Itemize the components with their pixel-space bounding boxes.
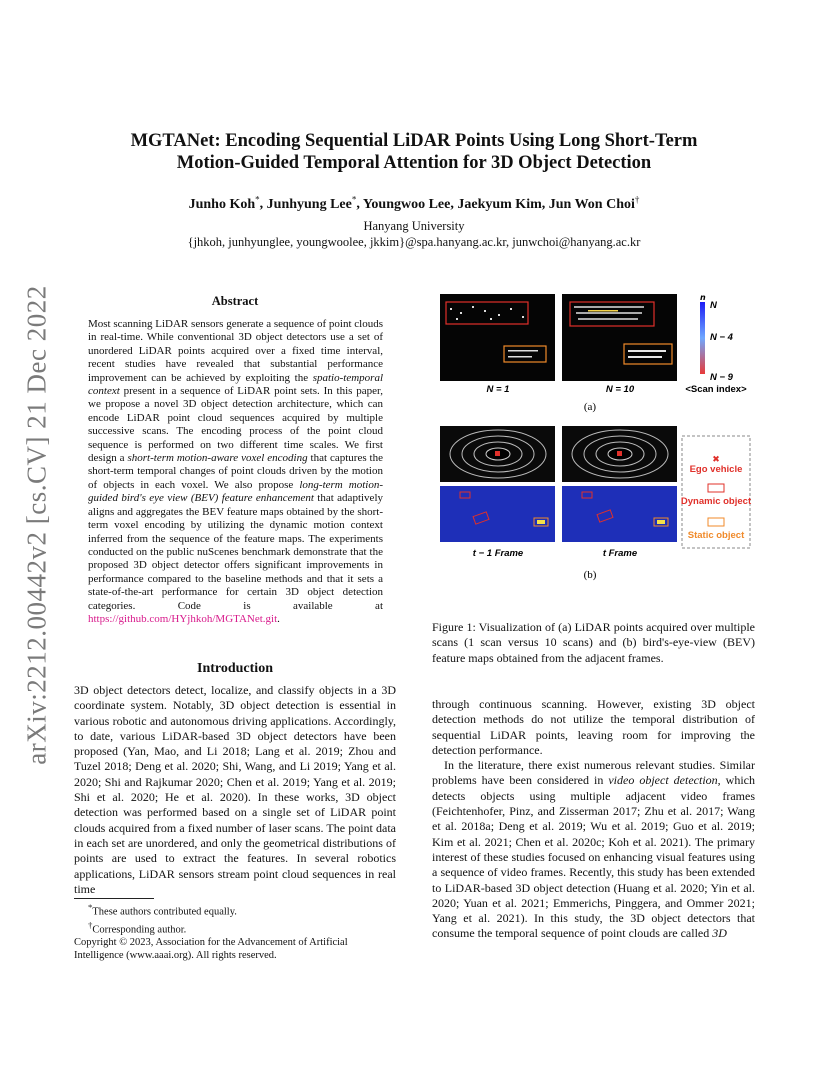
static-object-icon xyxy=(708,518,724,526)
figure-1 xyxy=(438,290,758,590)
footnote-1: *These authors contributed equally. xyxy=(88,902,237,918)
lidar-image-n10 xyxy=(562,294,677,381)
code-link[interactable]: https://github.com/HYjhkoh/MGTANet.git xyxy=(88,612,278,625)
ego-vehicle-icon: ✖ xyxy=(712,455,720,465)
title-line-2: Motion-Guided Temporal Attention for 3D Object Detection xyxy=(176,153,652,173)
figure-1-graphic xyxy=(438,290,758,590)
label-n1: N = 1 xyxy=(486,384,510,395)
legend-static: Static object xyxy=(687,530,745,541)
legend-dynamic: Dynamic object xyxy=(680,496,752,507)
bev-image-t xyxy=(562,426,677,542)
label-scan-index: <Scan index> xyxy=(685,384,747,395)
footnotes xyxy=(74,898,396,962)
author: Jaekyum Kim xyxy=(457,196,542,212)
author: Youngwoo Lee xyxy=(362,196,451,212)
intro-column-1: 3D object detectors detect, localize, and classify objects in a 3D coordinate system. Notably, 3D object detection is essential in various robotic and autonomous driving applications. Accordingly, to date, various LiDAR-based 3D object detectors have been proposed (Yan, Mao, and Li 2018; Lang et al. 2019; Zhou and Tuzel 2018; Deng et al. 2020; Shi, Wang, and Li 2019; Yang et al. 2020; Shi and Rajkumar 2020; Chen et al. 2019; Yang et al. 2019; Shi et al. 2020; He et al. 2020). In these works, 3D object detection was performed based on a single set of LiDAR point clouds acquired from a fixed number of laser scans. The point data in each set are unordered, and only the geometrical distributions of points are used to extract the features. In several robotics applications, LiDAR sensors stream point cloud sequences in real time xyxy=(74,683,396,896)
paper-title xyxy=(60,130,768,174)
colorbar-tick: N xyxy=(710,300,717,311)
dynamic-object-icon xyxy=(708,484,724,492)
emails: {jhkoh, junhyunglee, youngwoolee, jkkim}@spa.hanyang.ac.kr, junwchoi@hanyang.ac.kr xyxy=(187,235,641,249)
label-n10: N = 10 xyxy=(605,384,635,395)
legend-ego: Ego vehicle xyxy=(689,464,743,475)
author: Junho Koh* xyxy=(188,194,260,212)
author-list: Junho Koh*, Junhyung Lee*, Youngwoo Lee, Jaekyum Kim, Jun Won Choi† xyxy=(188,194,640,212)
colorbar xyxy=(700,302,705,374)
figure-legend xyxy=(681,436,752,548)
affiliation-block xyxy=(60,218,768,250)
arxiv-id: arXiv:2212.00442v2 [cs.CV] 21 Dec 2022 xyxy=(21,285,52,765)
colorbar-tick: N − 9 xyxy=(710,372,733,383)
sub-label-b: (b) xyxy=(583,569,597,581)
figure-caption: Figure 1: Visualization of (a) LiDAR points acquired over multiple scans (1 scan versus 10 scans) and (b) bird's-eye-view (BEV) feature maps obtained from the adjacent frames. xyxy=(432,620,755,665)
author: Junhyung Lee* xyxy=(266,194,357,212)
intro-column-2 xyxy=(432,697,755,942)
bev-image-t-1 xyxy=(440,426,555,542)
footnote-2: †Corresponding author. xyxy=(88,919,187,935)
affiliation: Hanyang University xyxy=(363,219,465,233)
label-t-1: t − 1 Frame xyxy=(472,548,524,559)
title-line-1: MGTANet: Encoding Sequential LiDAR Points Using Long Short-Term xyxy=(130,131,698,151)
paragraph: through continuous scanning. However, existing 3D object detection methods do not utilize the temporal distribution of sequential LiDAR points, leaving room for improving the detection performance. xyxy=(432,697,755,757)
abstract-heading: Abstract xyxy=(211,294,259,308)
colorbar-tick: N − 4 xyxy=(710,332,733,343)
copyright: Copyright © 2023, Association for the Advancement of Artificial Intelligence (www.aaai.org). All rights reserved. xyxy=(74,937,348,961)
colorbar-top-label: n xyxy=(700,293,706,302)
sub-label-a: (a) xyxy=(583,401,597,413)
author: Jun Won Choi† xyxy=(548,194,640,212)
abstract-body: Most scanning LiDAR sensors generate a sequence of point clouds in real-time. While conventional 3D object detectors use a set of unordered LiDAR points acquired over a fixed time interval, recent studies have revealed that substantial performance improvement can be achieved by exploiting the spatio-temporal context present in a sequence of LiDAR point sets. In this paper, we propose a novel 3D object detection architecture, which can encode LiDAR point cloud sequences acquired by multiple successive scans. The encoding process of the point cloud sequence is performed on two different time scales. We first design a short-term motion-aware voxel encoding that captures the short-term temporal changes of point clouds driven by the motion of objects in each voxel. We also propose long-term motion-guided bird's eye view (BEV) feature enhancement that adaptively aligns and aggregates the BEV feature maps obtained by the short-term voxel encoding by utilizing the dynamic motion context inferred from the sequence of the feature maps. The experiments conducted on the public nuScenes benchmark demonstrate that the proposed 3D object detector offers significant improvements in performance compared to the baseline methods and that it sets a state-of-the-art performance for certain 3D object detection categories. Code is available at https://github.com/HYjhkoh/MGTANet.git. xyxy=(88,318,383,625)
introduction-heading: Introduction xyxy=(197,661,273,676)
paragraph: In the literature, there exist numerous relevant studies. Similar problems have been considered in video object detection, which detects objects using multiple adjacent video frames (Feichtenhofer, Pinz, and Zisserman 2017; Zhu et al. 2017; Wang et al. 2018a; Deng et al. 2019; Wu et al. 2019; Guo et al. 2019; Kim et al. 2021; Chen et al. 2020c; Koh et al. 2021). The primary interest of these studies focused on enhancing visual features using a sequence of video frames. Recently, this study has been extended to LiDAR-based 3D object detection (Huang et al. 2020; Yin et al. 2020; Yuan et al. 2021; Emmerichs, Pinggera, and Ommer 2021; Yang et al. 2021). In this study, the 3D object detectors that consume the temporal sequence of point clouds are called 3D xyxy=(432,758,755,941)
label-t: t Frame xyxy=(602,548,638,559)
footnote-rule xyxy=(74,898,154,899)
arxiv-stamp xyxy=(14,285,60,765)
lidar-image-n1 xyxy=(440,294,555,381)
